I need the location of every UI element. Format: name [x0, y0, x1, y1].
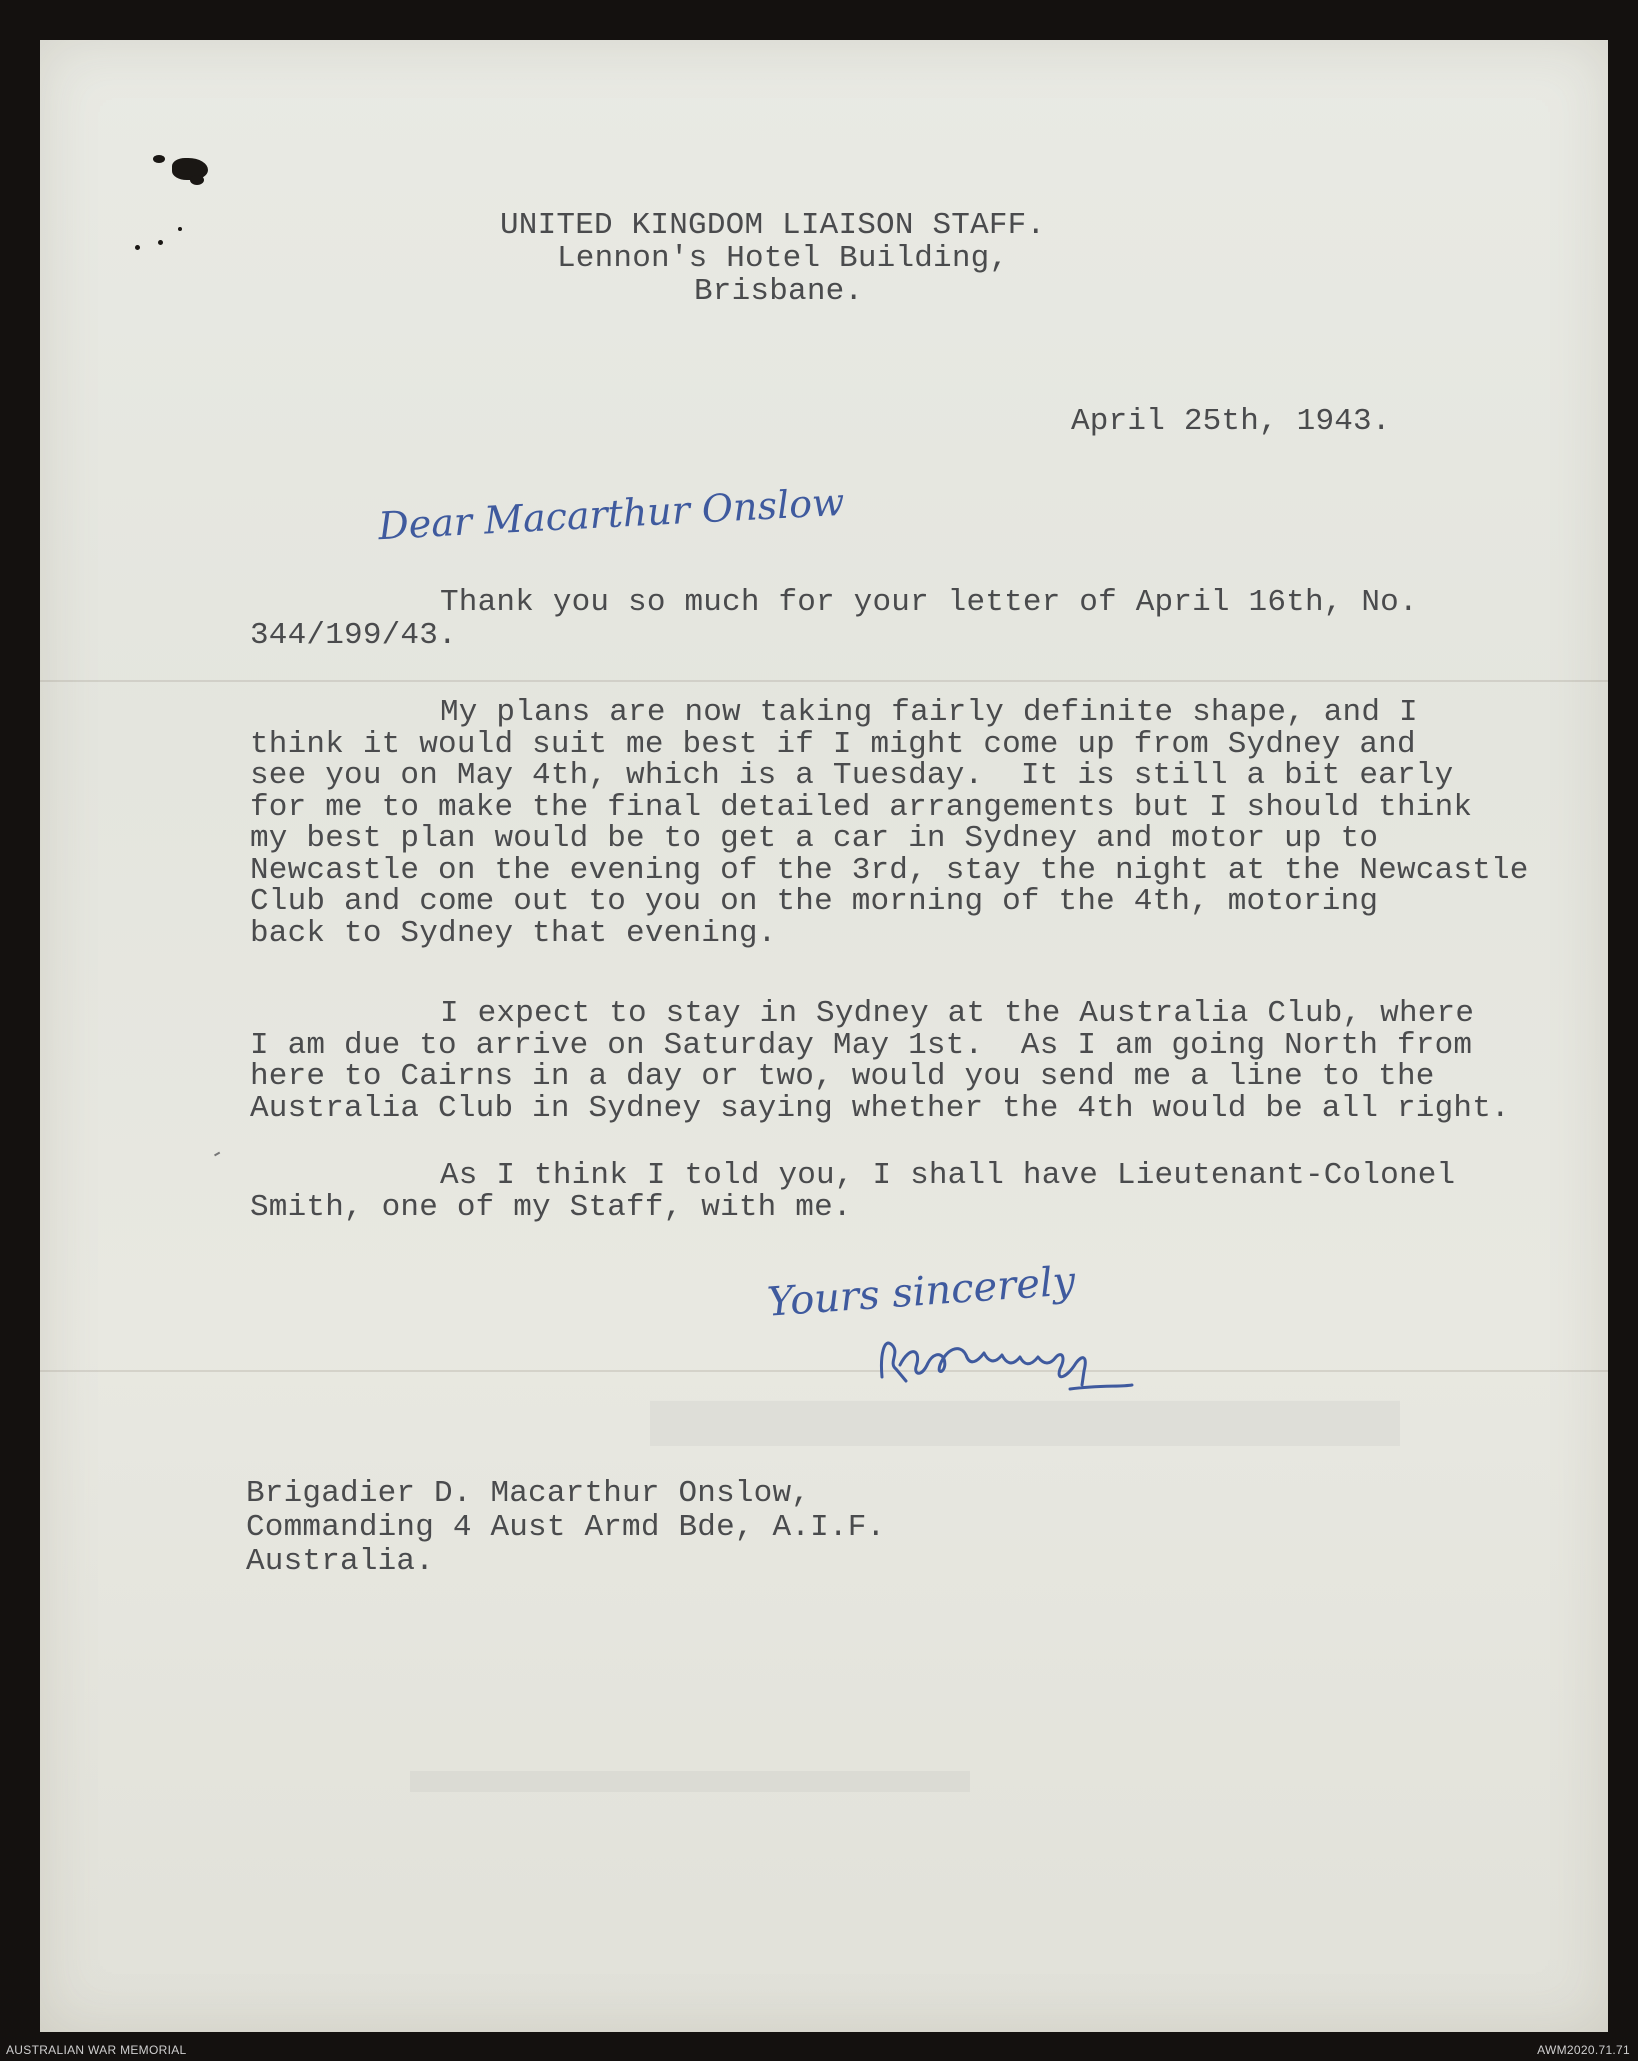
body-line: Newcastle on the evening of the 3rd, stay the night at the Newcastle: [250, 853, 1529, 888]
body-line: see you on May 4th, which is a Tuesday. It is still a bit early: [250, 758, 1454, 793]
punch-hole: [153, 155, 165, 163]
address-line: Commanding 4 Aust Armd Bde, A.I.F.: [246, 1510, 886, 1545]
letterhead-line: Lennon's Hotel Building,: [557, 241, 1009, 276]
body-line: Smith, one of my Staff, with me.: [250, 1190, 852, 1225]
address-line: Brigadier D. Macarthur Onslow,: [246, 1476, 811, 1511]
body-line: back to Sydney that evening.: [250, 916, 777, 951]
body-line: think it would suit me best if I might come up from Sydney and: [250, 727, 1416, 762]
margin-mark: [214, 1152, 220, 1156]
punch-hole: [158, 240, 163, 245]
letter-page: [40, 40, 1608, 2032]
body-line: 344/199/43.: [250, 618, 457, 653]
body-line: My plans are now taking fairly definite shape, and I: [440, 695, 1418, 730]
punch-hole: [190, 175, 204, 185]
punch-hole: [178, 227, 182, 231]
letterhead-line: Brisbane.: [694, 274, 864, 309]
address-line: Australia.: [246, 1544, 435, 1579]
handwritten-salutation: Dear Macarthur Onslow: [377, 479, 846, 549]
footer-right-caption: AWM2020.71.71: [1537, 2043, 1630, 2057]
body-line: my best plan would be to get a car in Sydney and motor up to: [250, 821, 1379, 856]
body-line: As I think I told you, I shall have Lieutenant-Colonel: [440, 1158, 1456, 1193]
signature: [870, 1315, 1150, 1405]
body-line: Thank you so much for your letter of April 16th, No.: [440, 585, 1418, 620]
footer-left-caption: AUSTRALIAN WAR MEMORIAL: [6, 2043, 187, 2057]
body-line: I expect to stay in Sydney at the Australia Club, where: [440, 996, 1475, 1031]
letter-date: April 25th, 1943.: [1071, 404, 1391, 439]
paper-fold-line: [40, 680, 1608, 682]
body-line: here to Cairns in a day or two, would you send me a line to the: [250, 1059, 1435, 1094]
bleed-through-mark: ▬▬▬▬▬: [650, 1313, 1400, 1479]
body-line: I am due to arrive on Saturday May 1st. As I am going North from: [250, 1028, 1473, 1063]
bleed-through-mark: ▬▬▬▬▬▬▬▬: [410, 1731, 970, 1808]
handwritten-closing: Yours sincerely: [765, 1258, 1077, 1326]
body-line: Club and come out to you on the morning of the 4th, motoring: [250, 884, 1379, 919]
body-line: for me to make the final detailed arrangements but I should think: [250, 790, 1473, 825]
body-line: Australia Club in Sydney saying whether the 4th would be all right.: [250, 1091, 1510, 1126]
letterhead-line: UNITED KINGDOM LIAISON STAFF.: [500, 208, 1046, 243]
punch-hole: [135, 245, 140, 250]
